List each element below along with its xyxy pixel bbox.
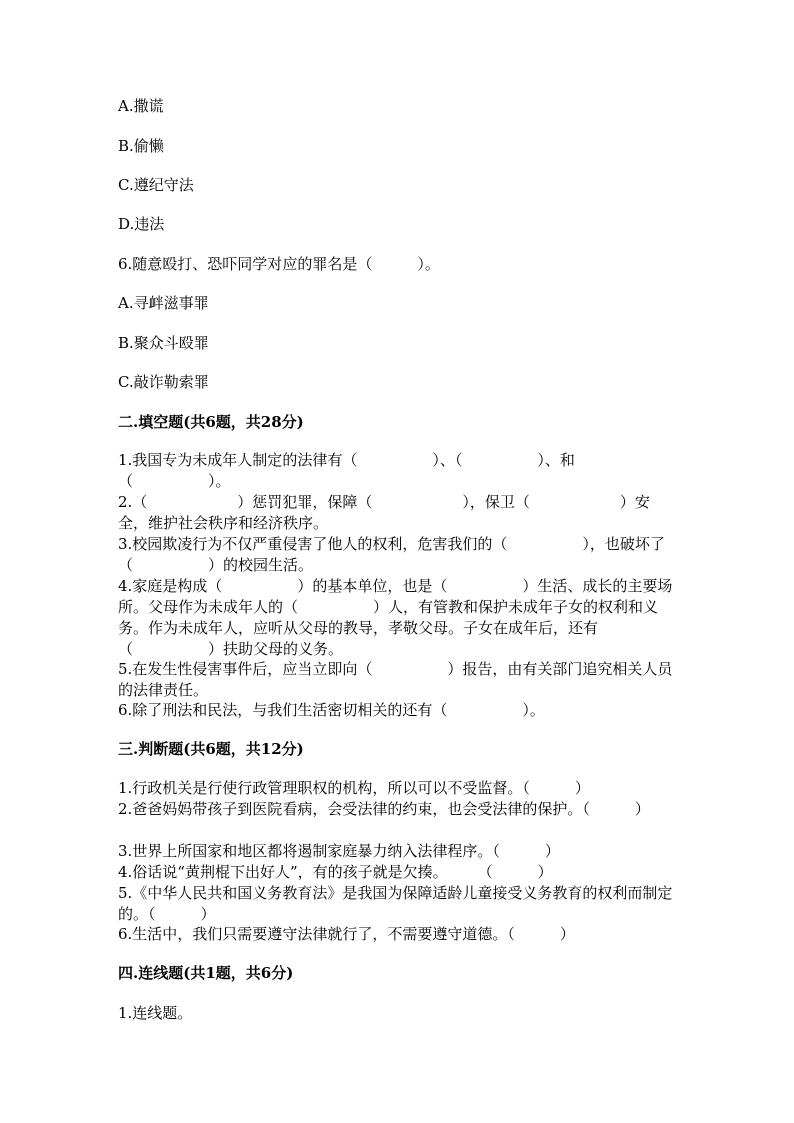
fill-in-item-4: 4.家庭是构成（ ）的基本单位，也是（ ）生活、成长的主要场所。父母作为未成年人的（ ）人，有管教和保护未成年子女的权利和义务。作为未成年人，应听从父母的教导，孝敬父母。子女在成年后，还有（ ）扶助父母的义务。	[118, 577, 673, 658]
q6-stem: 6.随意殴打、恐吓同学对应的罪名是（ ）。	[118, 255, 440, 273]
true-false-item-6: 6.生活中，我们只需要遵守法律就行了，不需要遵守道德。（ ）	[118, 925, 575, 943]
fill-in-item-3: 3.校园欺凌行为不仅严重侵害了他人的权利，危害我们的（ ），也破坏了（ ）的校园生活。	[118, 535, 665, 574]
true-false-item-4: 4.俗话说“黄荆棍下出好人”，有的孩子就是欠揍。 （ ）	[118, 863, 553, 881]
true-false-item-3: 3.世界上所国家和地区都将遏制家庭暴力纳入法律程序。（ ）	[118, 842, 560, 860]
section-title-true-false: 三.判断题(共6题，共12分)	[118, 740, 304, 758]
fill-in-item-1: 1.我国专为未成年人制定的法律有（ ）、（ ）、和（ ）。	[118, 451, 575, 490]
true-false-item-2: 2.爸爸妈妈带孩子到医院看病，会受法律的约束，也会受法律的保护。（ ）	[118, 800, 650, 818]
q5-option-d: D.违法	[118, 215, 165, 233]
q6-option-c: C.敲诈勒索罪	[118, 373, 209, 391]
q5-option-b: B.偷懒	[118, 137, 164, 155]
q5-option-a: A.撒谎	[118, 97, 164, 115]
fill-in-item-5: 5.在发生性侵害事件后，应当立即向（ ）报告，由有关部门追究相关人员的法律责任。	[118, 660, 673, 699]
section-title-fill-in: 二.填空题(共6题，共28分)	[118, 413, 304, 431]
q5-option-c: C.遵纪守法	[118, 176, 194, 194]
q6-option-b: B.聚众斗殴罪	[118, 334, 209, 352]
section-title-matching: 四.连线题(共1题，共6分)	[118, 964, 294, 982]
fill-in-item-6: 6.除了刑法和民法，与我们生活密切相关的还有（ ）。	[118, 701, 545, 719]
matching-item-1: 1.连线题。	[118, 1004, 193, 1022]
true-false-item-1: 1.行政机关是行使行政管理职权的机构，所以可以不受监督。（ ）	[118, 779, 590, 797]
true-false-item-5: 5.《中华人民共和国义务教育法》是我国为保障适龄儿童接受义务教育的权利而制定的。（ ）	[118, 884, 673, 923]
q6-option-a: A.寻衅滋事罪	[118, 294, 209, 312]
fill-in-item-2: 2.（ ）惩罚犯罪，保障（ ），保卫（ ）安全，维护社会秩序和经济秩序。	[118, 493, 650, 532]
